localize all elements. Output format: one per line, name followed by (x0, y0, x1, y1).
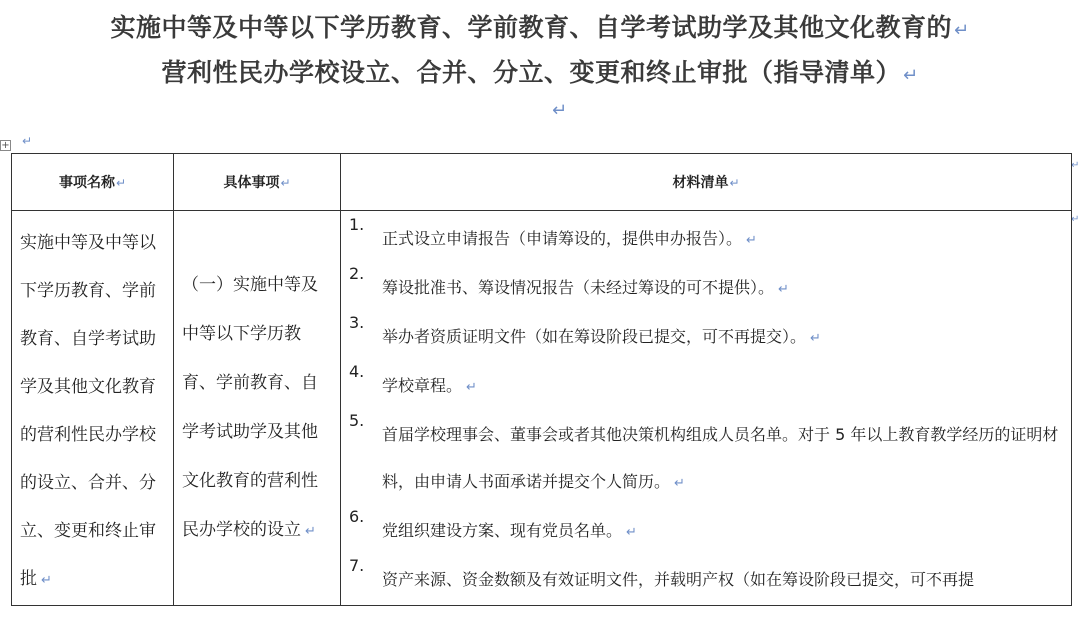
paragraph-mark-icon: ↵ (902, 65, 919, 86)
table-move-handle-icon[interactable]: + (1, 140, 10, 151)
materials-table (11, 153, 1072, 606)
header-materials: 材料清单↵ (341, 154, 1072, 211)
paragraph-mark-icon: ↵ (115, 176, 127, 190)
document-title-line2: 营利性民办学校设立、合并、分立、变更和终止审批（指导清单） ↵ (161, 58, 919, 87)
row-end-mark-icon: ↵ (1071, 214, 1080, 225)
paragraph-mark-icon: ↵ (41, 573, 52, 588)
paragraph-mark-icon: ↵ (22, 134, 33, 148)
list-item: 3. 举办者资质证明文件（如在筹设阶段已提交，可不再提交）。 ↵ (349, 313, 821, 346)
paragraph-mark-icon: ↵ (674, 476, 685, 491)
paragraph-mark-icon: ↵ (953, 20, 970, 41)
paragraph-mark-icon: ↵ (305, 523, 316, 539)
document-title-line1: 实施中等及中等以下学历教育、学前教育、自学考试助学及其他文化教育的 ↵ (110, 13, 970, 42)
paragraph-mark-icon: ↵ (466, 380, 477, 395)
table-row (12, 211, 1072, 606)
row-end-mark-icon: ↵ (1071, 160, 1080, 171)
list-item: 7. 资产来源、资金数额及有效证明文件，并载明产权（如在筹设阶段已提交，可不再提 (349, 556, 975, 589)
paragraph-mark-icon: ↵ (280, 176, 291, 190)
paragraph-mark-icon: ↵ (626, 525, 637, 540)
list-item: 6. 党组织建设方案、现有党员名单。 ↵ (349, 507, 637, 540)
list-item: 4. 学校章程。 ↵ (349, 362, 477, 395)
paragraph-mark-icon: ↵ (729, 176, 740, 190)
materials-cell (341, 211, 1072, 606)
list-item: 5. 首届学校理事会、董事会或者其他决策机构组成人员名单。对于 5 年以上教育教学经历的证明材料，由申请人书面承诺并提交个人简历。 ↵ (349, 411, 1059, 491)
header-item-name: 事项名称↵ (12, 154, 174, 211)
header-specific-item: 具体事项↵ (174, 154, 341, 211)
specific-item-cell: （一）实施中等及中等以下学历教育、学前教育、自学考试助学及其他文化教育的营利性民办学校的设立 ↵ (174, 211, 341, 606)
paragraph-mark-icon: ↵ (552, 100, 568, 121)
paragraph-mark-icon: ↵ (778, 282, 789, 297)
paragraph-mark-icon: ↵ (810, 331, 821, 346)
list-item: 1. 正式设立申请报告（申请筹设的，提供申办报告）。 ↵ (349, 215, 757, 248)
list-item: 2. 筹设批准书、筹设情况报告（未经过筹设的可不提供）。 ↵ (349, 264, 789, 297)
paragraph-mark-icon: ↵ (746, 233, 757, 248)
item-name-cell: 实施中等及中等以下学历教育、学前教育、自学考试助学及其他文化教育的营利性民办学校的设立、合并、分立、变更和终止审批 ↵ (12, 211, 174, 606)
table-header-row (12, 154, 1072, 211)
